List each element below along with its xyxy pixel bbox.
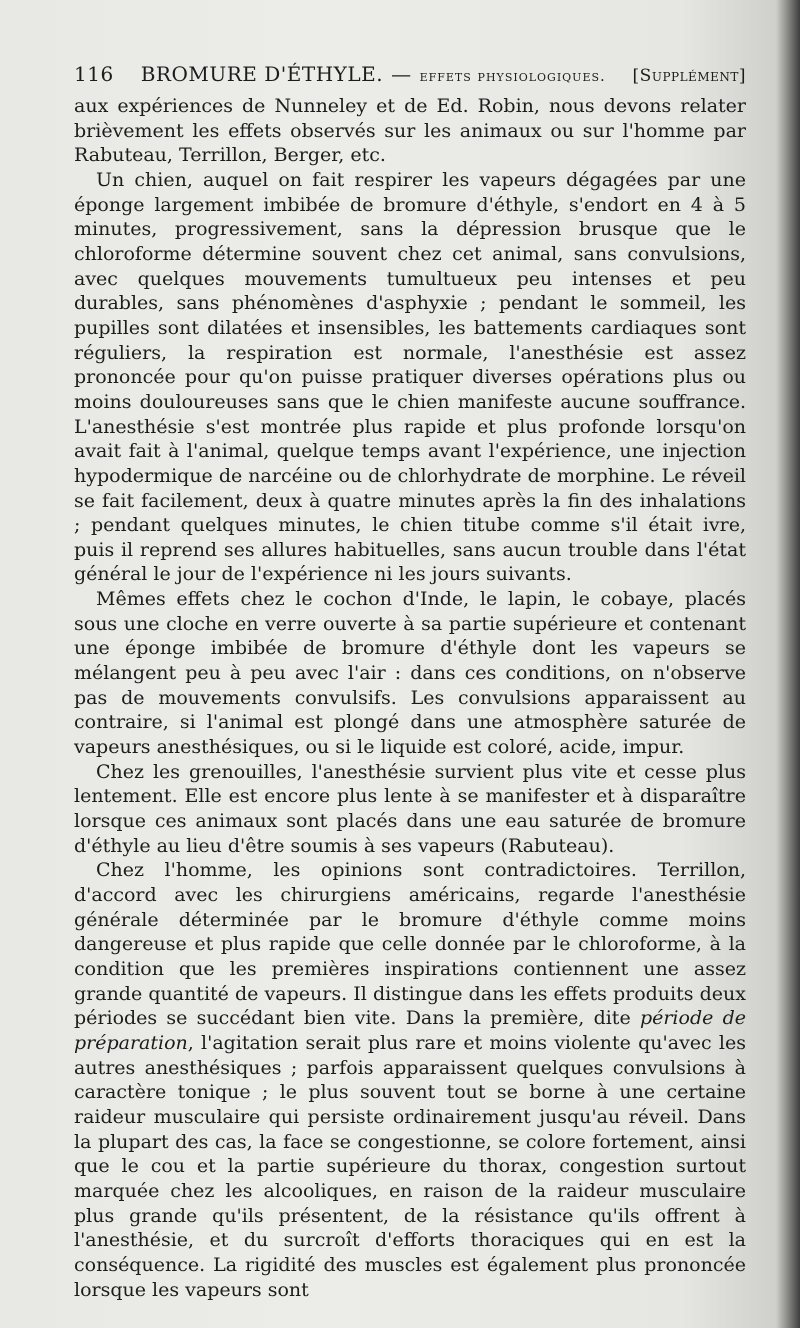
paragraph-continuation: aux expériences de Nunneley et de Ed. Robin, nous devons relater brièvement les effets observés sur les animaux ou sur l'homme par Rabuteau, Terrillon, Berger, etc. — [74, 95, 746, 167]
paragraph-humans-text-before: Chez l'homme, les opinions sont contradictoires. Terrillon, d'accord avec les chirurgiens américains, regarde l'anesthésie générale déterminée par le bromure d'éthyle comme moins dangereuse et plus rapide que celle donnée par le chloroforme, à la condition que les premières inspirations contiennent une assez grande quantité de vapeurs. Il distingue dans les effets produits deux périodes se succédant bien vite. Dans la première, dite — [74, 859, 746, 1030]
chapter-subtitle: effets physiologiques. — [419, 67, 606, 85]
paragraph-humans-emphasis: période de préparation — [74, 1007, 746, 1054]
body-text — [74, 94, 746, 1302]
running-head — [74, 62, 746, 94]
chapter-title: BROMURE D'ÉTHYLE. — [140, 62, 384, 86]
paragraph-dog-experiment: Un chien, auquel on fait respirer les vapeurs dégagées par une éponge largement imbibée de bromure d'éthyle, s'endort en 4 à 5 minutes, progressivement, sans la dépression brusque que le chloroforme détermine souvent chez cet animal, sans convulsions, avec quelques mouvements tumultueux peu intenses et peu durables, sans phénomènes d'asphyxie ; pendant le sommeil, les pupilles sont dilatées et insensibles, les battements cardiaques sont réguliers, la respiration est normale, l'anesthésie est assez prononcée pour qu'on puisse pratiquer diverses opérations plus ou moins douloureuses sans que le chien manifeste aucune souffrance. L'anesthésie s'est montrée plus rapide et plus profonde lorsqu'on avait fait à l'animal, quelque temps avant l'expérience, une injection hypodermique de narcéine ou de chlorhydrate de morphine. Le réveil se fait facilement, deux à quatre minutes après la fin des inhalations ; pendant quelques minutes, le chien titube comme s'il était ivre, puis il reprend ses allures habituelles, sans aucun trouble dans l'état général le jour de l'expérience ni les jours suivants. — [74, 168, 746, 586]
page-content — [74, 62, 746, 1302]
paragraph-humans-text-after: , l'agitation serait plus rare et moins violente qu'avec les autres anesthésiques ; parfois apparaissent quelques convulsions à caractère tonique ; le plus souvent tout se borne à une certaine raideur musculaire qui persiste ordinairement jusqu'au réveil. Dans la plupart des cas, la face se congestionne, se colore fortement, ainsi que le cou et la partie supérieure du thorax, congestion surtout marquée chez les alcooliques, en raison de la raideur musculaire plus grande qu'ils présentent, de la résistance qu'ils offrent à l'anesthésie, et du surcroît d'efforts thoraciques qui en est la conséquence. La rigidité des muscles est également plus prononcée lorsque les vapeurs sont — [74, 1031, 746, 1301]
running-title — [114, 62, 633, 86]
section-label: [Supplément] — [632, 66, 746, 86]
paragraph-humans — [74, 858, 746, 1302]
page-number: 116 — [74, 62, 114, 86]
title-separator: — — [391, 62, 412, 86]
paragraph-guinea-pig-experiment: Mêmes effets chez le cochon d'Inde, le lapin, le cobaye, placés sous une cloche en verre ouverte à sa partie supérieure et contenant une éponge imbibée de bromure d'éthyle dont les vapeurs se mélangent peu à peu avec l'air : dans ces conditions, on n'observe pas de mouvements convulsifs. Les convulsions apparaissent au contraire, si l'animal est plongé dans une atmosphère saturée de vapeurs anesthésiques, ou si le liquide est coloré, acide, impur. — [74, 588, 746, 759]
paragraph-frogs: Chez les grenouilles, l'anesthésie survient plus vite et cesse plus lentement. Elle est encore plus lente à se manifester et à disparaître lorsque ces animaux sont placés dans une eau saturée de bromure d'éthyle au lieu d'être soumis à ses vapeurs (Rabuteau). — [74, 760, 746, 857]
